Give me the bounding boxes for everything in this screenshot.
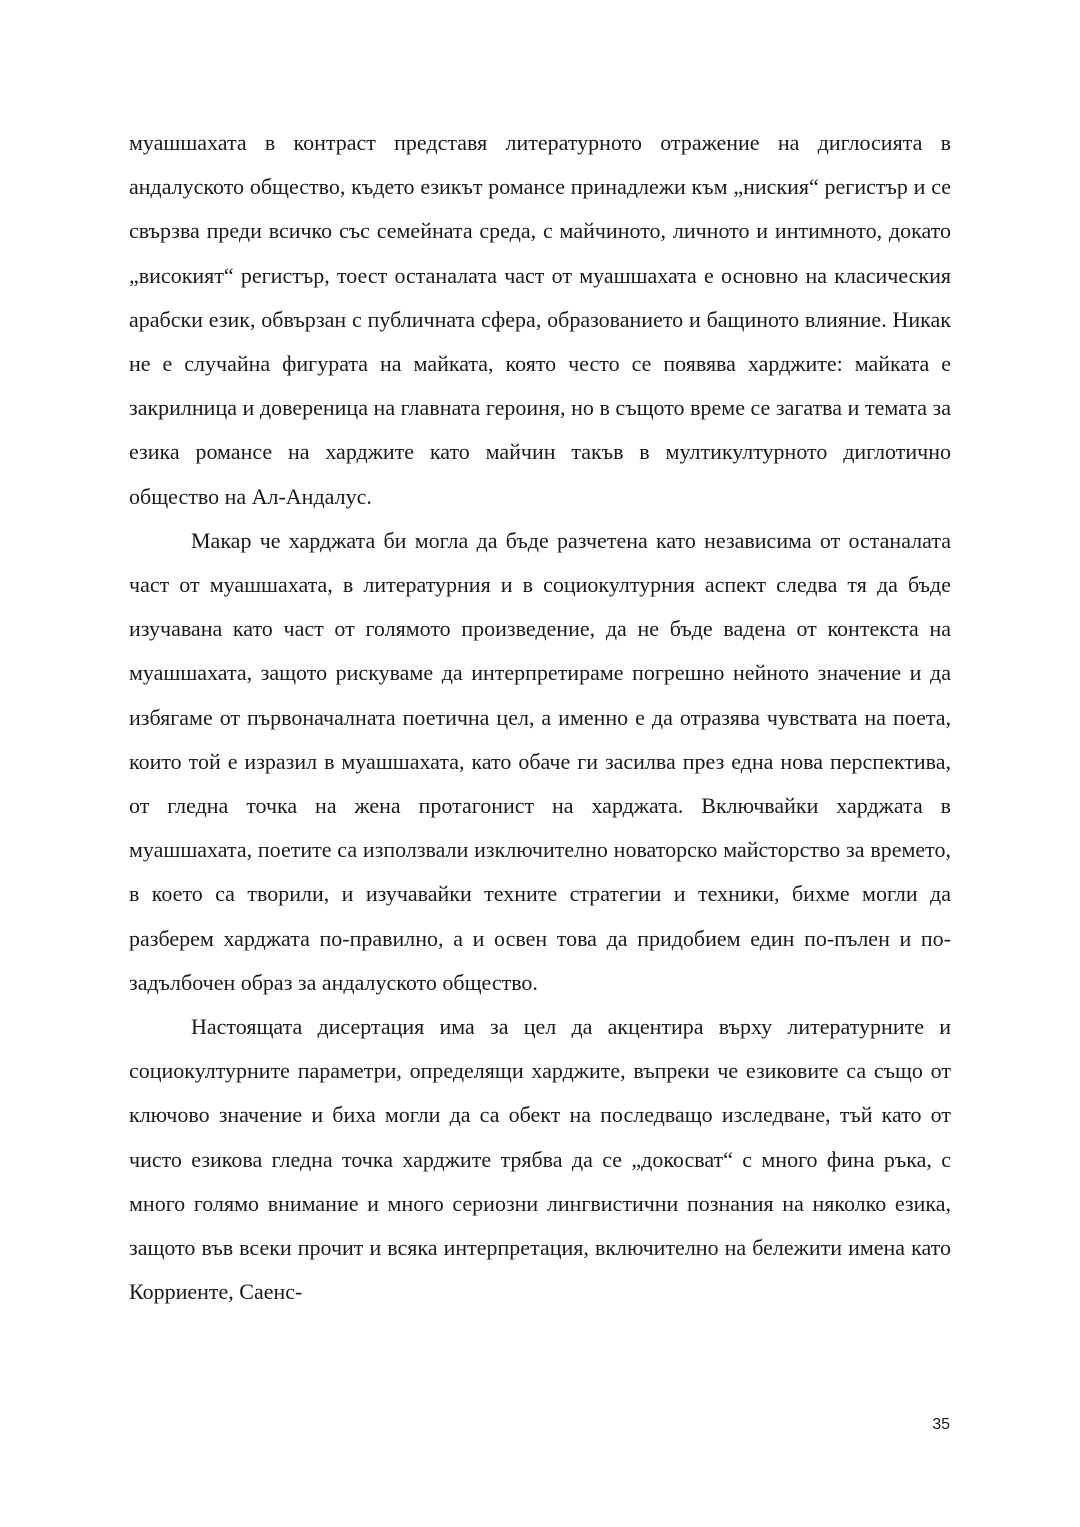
paragraph-3: Настоящата дисертация има за цел да акцентира върху литературните и социокултурните параметри, определящи харджите, въпреки че езиковите са също от ключово значение и биха могли да са обект на последващо изследване, тъй като от чисто езикова гледна точка харджите трябва да се „докосват“ с много фина ръка, с много голямо внимание и много сериозни лингвистични познания на няколко езика, защото във всеки прочит и всяка интерпретация, включително на бележити имена като Корриенте, Саенс- xyxy=(129,1014,951,1305)
paragraph-1: муашшахата в контраст представя литературното отражение на диглосията в андалуското общество, където езикът романсе принадлежи към „ниския“ регистър и се свързва преди всичко със семейната среда, с майчиното, личното и интимното, докато „високият“ регистър, тоест останалата част от муашшахата е основно на класическия арабски език, обвързан с публичната сфера, образованието и бащиното влияние. Никак не е случайна фигурата на майката, която често се появява харджите: майката е закрилница и довереница на главната героиня, но в същото време се загатва и темата за езика романсе на харджите като майчин такъв в мултикултурното диглотично общество на Ал-Андалус. xyxy=(129,130,951,509)
page-number: 35 xyxy=(932,1416,950,1433)
document-body xyxy=(129,121,951,1314)
paragraph-2: Макар че харджата би могла да бъде разчетена като независима от останалата част от муашшахата, в литературния и в социокултурния аспект следва тя да бъде изучавана като част от голямото произведение, да не бъде вадена от контекста на муашшахата, защото рискуваме да интерпретираме погрешно нейното значение и да избягаме от първоначалната поетична цел, а именно е да отразява чувствата на поета, които той е изразил в муашшахата, като обаче ги засилва през една нова перспектива, от гледна точка на жена протагонист на харджата. Включвайки харджата в муашшахата, поетите са използвали изключително новаторско майсторство за времето, в което са творили, и изучавайки техните стратегии и техники, бихме могли да разберем харджата по-правилно, а и освен това да придобием един по-пълен и по-задълбочен образ за андалуското общество. xyxy=(129,527,951,995)
